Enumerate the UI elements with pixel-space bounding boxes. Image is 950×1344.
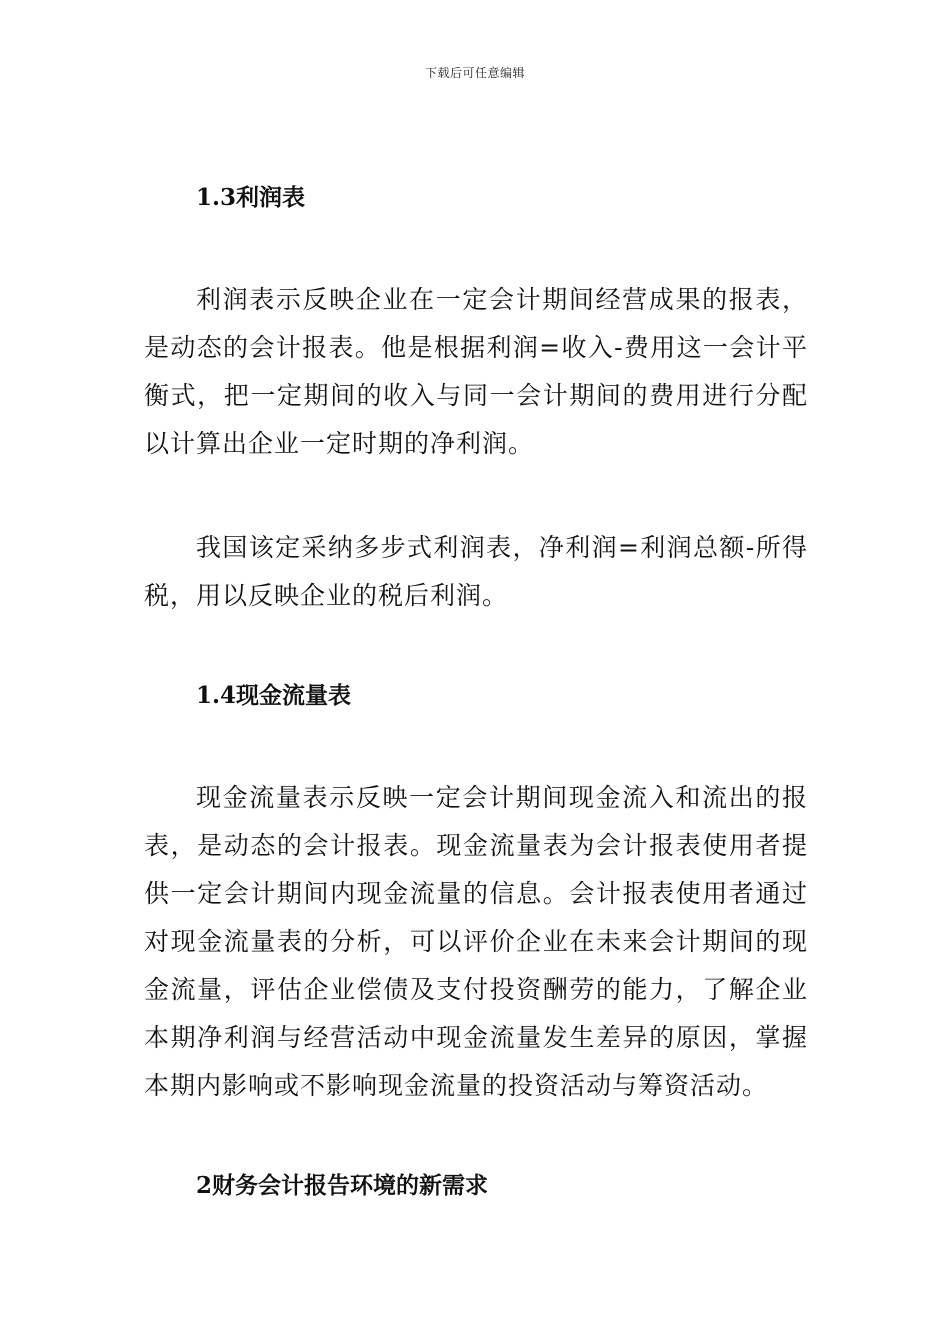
spacer xyxy=(144,218,808,276)
spacer xyxy=(144,716,808,774)
page-header: 下载后可任意编辑 xyxy=(424,66,525,80)
section-heading: 2财务会计报告环境的新需求 xyxy=(196,1172,489,1199)
section-heading: 1.4现金流量表 xyxy=(196,682,352,709)
spacer xyxy=(144,468,808,524)
body-paragraph: 现金流量表示反映一定会计期间现金流入和流出的报表，是动态的会计报表。现金流量表为会计报表使用者提供一定会计期间内现金流量的信息。会计报表使用者通过对现金流量表的分析，可以评价企业在未来会计期间的现金流量，评估企业偿债及支付投资酬劳的能力，了解企业本期净利润与经营活动中现金流量发生差异的原因，掌握本期内影响或不影响现金流量的投资活动与筹资活动。 xyxy=(144,783,808,1100)
spacer xyxy=(144,1110,808,1166)
body-paragraph: 我国该定采纳多步式利润表，净利润=利润总额-所得税，用以反映企业的税后利润。 xyxy=(144,533,808,610)
spacer xyxy=(144,620,808,676)
section-heading: 1.3利润表 xyxy=(196,184,306,211)
body-paragraph: 利润表示反映企业在一定会计期间经营成果的报表，是动态的会计报表。他是根据利润=收入-费用这一会计平衡式，把一定期间的收入与同一会计期间的费用进行分配以计算出企业一定时期的净利润。 xyxy=(144,285,808,458)
document-body xyxy=(144,178,808,1206)
